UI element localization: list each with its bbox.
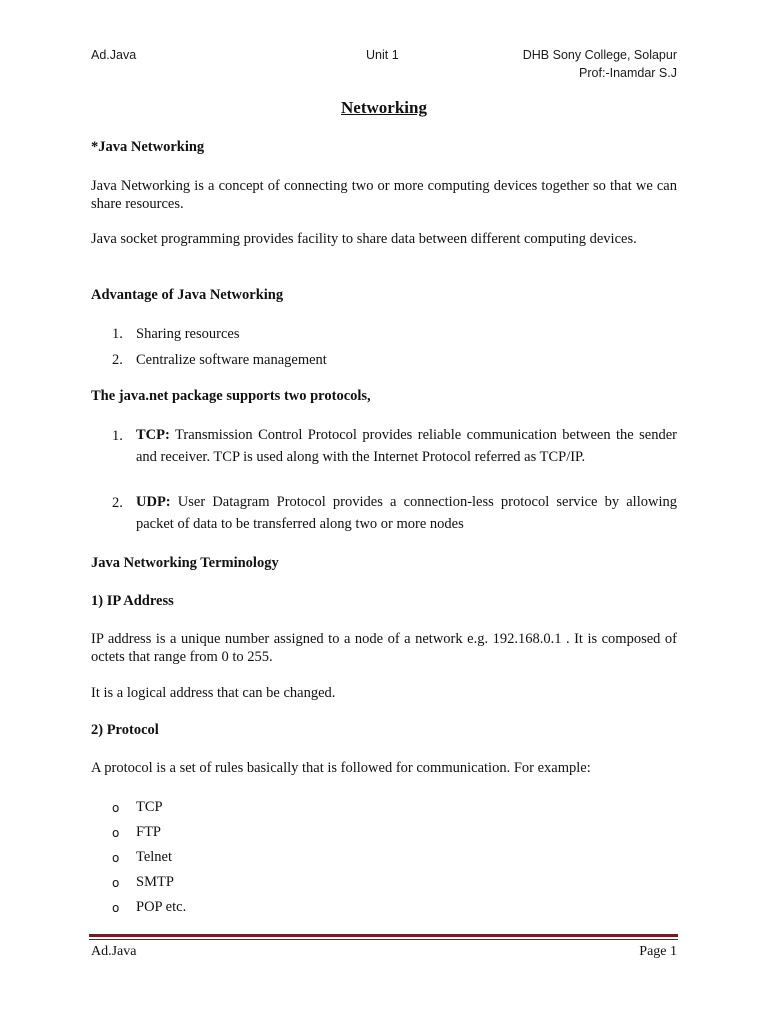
intro-paragraph-2: Java socket programming provides facility to share data between different computing devices.: [91, 231, 637, 247]
bullet-icon: o: [112, 876, 120, 890]
protocol-heading: 2) Protocol: [91, 722, 159, 738]
footer-left: Ad.Java: [91, 944, 137, 959]
bullet-icon: o: [112, 826, 120, 840]
header-center: Unit 1: [366, 48, 399, 62]
protocol-list-item: FTP: [136, 824, 161, 840]
protocol-term: UDP:: [136, 494, 171, 510]
ip-address-heading: 1) IP Address: [91, 593, 174, 609]
protocol-description: Transmission Control Protocol provides reliable communication between the sender and receiver. TCP is used along with the Internet Protocol referred as TCP/IP.: [136, 427, 677, 465]
terminology-heading: Java Networking Terminology: [91, 555, 279, 571]
protocol-list-item: Telnet: [136, 849, 173, 865]
advantage-item: Sharing resources: [136, 326, 240, 342]
advantage-item: Centralize software management: [136, 352, 327, 368]
footer-page-number: Page 1: [639, 944, 677, 959]
bullet-icon: o: [112, 801, 120, 815]
protocol-list-item: SMTP: [136, 874, 174, 890]
protocol-item-udp: [136, 492, 677, 535]
protocols-heading: The java.net package supports two protocols,: [91, 388, 371, 404]
advantage-number: 2.: [112, 352, 123, 368]
page-title: Networking: [341, 98, 427, 117]
protocol-number: 1.: [112, 428, 123, 444]
footer-rule-thin: [89, 939, 678, 940]
ip-paragraph-1: IP address is a unique number assigned to a node of a network e.g. 192.168.0.1 . It is composed of octets that range from 0 to 255.: [91, 631, 677, 665]
bullet-icon: o: [112, 901, 120, 915]
advantage-heading: Advantage of Java Networking: [91, 287, 284, 303]
header-right-line1: DHB Sony College, Solapur: [522, 48, 677, 62]
java-networking-heading: *Java Networking: [91, 139, 205, 155]
protocol-paragraph: A protocol is a set of rules basically that is followed for communication. For example:: [91, 760, 591, 776]
protocol-list-item: TCP: [136, 799, 163, 815]
bullet-icon: o: [112, 851, 120, 865]
protocol-term: TCP:: [136, 427, 170, 443]
ip-paragraph-2: It is a logical address that can be changed.: [91, 685, 336, 701]
header-left: Ad.Java: [91, 48, 137, 62]
protocol-description: User Datagram Protocol provides a connection-less protocol service by allowing packet of data to be transferred along two or more nodes: [136, 494, 677, 532]
protocol-number: 2.: [112, 495, 123, 511]
advantage-number: 1.: [112, 326, 123, 342]
footer-rule-thick: [89, 934, 678, 937]
protocol-item-tcp: [136, 425, 677, 468]
header-right-line2: Prof:-Inamdar S.J: [579, 66, 677, 80]
protocol-list-item: POP etc.: [136, 899, 187, 915]
intro-paragraph-1: Java Networking is a concept of connecting two or more computing devices together so that we can share resources.: [91, 178, 677, 212]
